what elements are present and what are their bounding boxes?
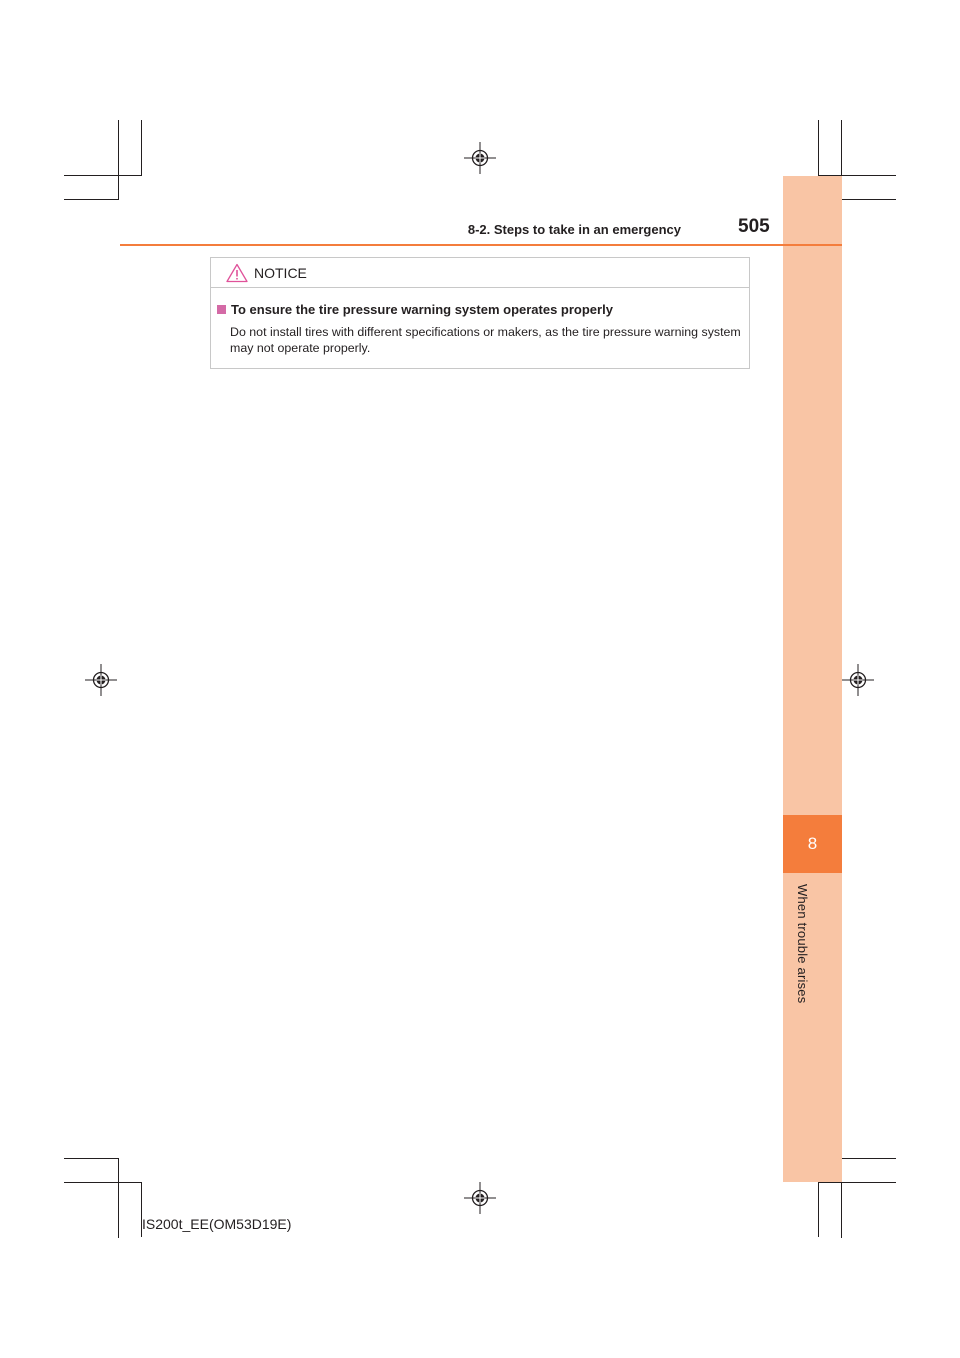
notice-title: NOTICE <box>254 265 307 281</box>
registration-mark-right-icon <box>842 664 874 696</box>
side-tab <box>783 176 842 1182</box>
notice-item-title <box>217 302 613 317</box>
notice-box <box>210 257 750 369</box>
notice-header <box>211 258 749 288</box>
warning-triangle-icon <box>226 263 248 283</box>
header-rule <box>120 244 842 246</box>
registration-mark-left-icon <box>85 664 117 696</box>
chapter-number: 8 <box>783 815 842 873</box>
bullet-square-icon <box>217 305 226 314</box>
page-number: 505 <box>738 216 770 237</box>
notice-body: Do not install tires with different specifications or makers, as the tire pressure warning system may not operate properly. <box>230 325 741 355</box>
registration-mark-bottom-icon <box>464 1182 496 1214</box>
section-heading: 8-2. Steps to take in an emergency <box>467 222 681 237</box>
chapter-label: When trouble arises <box>795 884 810 1004</box>
notice-item-title-text: To ensure the tire pressure warning system operates properly <box>231 302 613 317</box>
registration-mark-top-icon <box>464 142 496 174</box>
document-code: IS200t_EE(OM53D19E) <box>142 1216 292 1232</box>
